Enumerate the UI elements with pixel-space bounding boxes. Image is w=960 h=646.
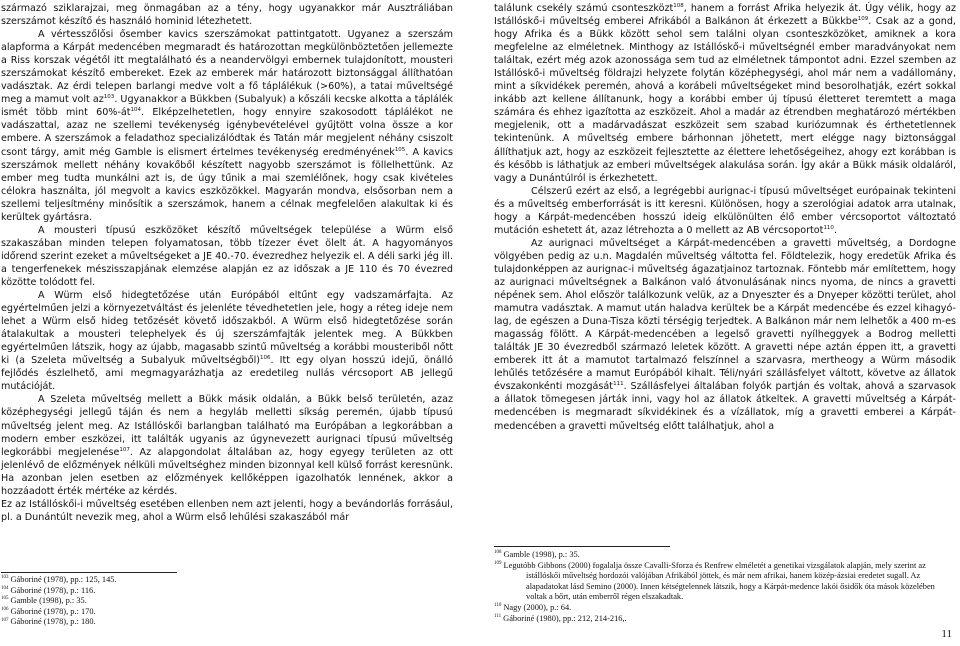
footnote-divider [1, 572, 177, 573]
footnote-ref: 108 [673, 2, 684, 9]
footnote-ref: 103 [103, 94, 115, 101]
footnote-ref: 106 [260, 355, 271, 362]
paragraph: származó sziklarajzai, meg önmagában az a tény, hogy ugyanakkor már Ausztráliában szerszámot készítő és használó hominid létezhetett. [1, 3, 453, 28]
footnote-ref: 111 [613, 381, 624, 388]
left-text-column [1, 2, 453, 524]
paragraph: A Würm első hidegtetőzése után Európából eltűnt egy vadszamárfajta. Az egyértelműen jelzi a környezetváltást és jelenléte tévedhetetlen jele, hogy a réteg ideje nem lehet a Würm első hideg tetőzését követő időszakból. A Würm első hidegtetőzése során átalakultak a mousteri telephelyek és új szerszámfajták jelentek meg. A Bükkben egyértelműen látszik, hogy az újabb, magasabb szintű műveltség a korábbi mousteriből nőtt ki (a Szeleta műveltség a Subalyuk műveltségből)$^{106}$. Itt egy olyan hosszú idejű, önálló fejlődés észlelhető, ami megmagyarázhatja az eredetileg nullás vércsoport AB jellegű mutációját. [1, 290, 453, 393]
paragraph: találunk csekély számú csonteszközt$^{108}$, hanem a forrást Afrika helyezik át. Úgy vélik, hogy az Istállóskő-i műveltség emberei Afrikából a Balkánon át érkezett a Bükkbe$^{109}$. Csak az a gond, hogy Afrika és a Bükk között sehol sem találni olyan csonteszközöket, amiknek a kora megfelelne az elméletnek. Minthogy az Istállóskő-i műveltségnél ember maradványokat nem találtak, ezért még azok azonossága sem tud az elméletnek támpontot adni. Ezzel szemben az Istállóskő-i műveltség földrajzi helyzete folytán középhegységi, ahol már nem a vadállomány, mint a síkvidékek peremén, ahová a korábeli műveltségeket mind besorolhatják, ezért sokkal inkább azt kellene állítanunk, hogy a korábbi ember új típusú életteret teremtett a maga számára és ehhez igazította az eszközeit. Ahol a madár az étrendben meghatározó mértékben megjelenik, ott a madárvadászat eszközeit sem szabad kuriózumnak és érthetetlennek tekintenünk. A műveltség embere bárhonnan jöhetett, mert elégge nagy biztonsággal állíthatjuk azt, hogy az eszközeit fejlesztette az élettere lehetőségeihez, ahogy ezt korábban is és később is láthatjuk az emberi műveltségek alakulása során. Így akár a Bükk másik oldaláról, vagy a Dunántúlról is érkezhetett. [494, 2, 957, 184]
right-footnotes [494, 550, 956, 624]
paragraph: Ez az Istállóskői-i műveltség esetében ellenben nem azt jelenti, hogy a bevándorlás forrásául, pl. a Dunántúlt nevezik meg, ahol a Würm első lehűlési szakaszából már [1, 498, 453, 523]
paragraph: A Szeleta műveltség mellett a Bükk másik oldalán, a Bükk belső területén, azaz középhegységi jellegű táján és nem a hegyláb melletti síkság peremén, újabb típusú műveltség jelent meg. Az Istállóskői barlangban található ma Európában a legkorábban a modern ember eszközei, itt találták ugyanis az úgynevezett aurignaci típusú műveltség legkorábbi megjelenése$^{107}$. Az alapgondolat általában az, hogy egyegy területen az ott jelenlévő de előzmények nélküli műveltséghez minden bizonnyal kell külső forrást keresnünk. Ha azonban jelen esetben az előzmények kellőképpen igazolhatók lennének, akkor a hozzáadott érték mértéke az kérdés. [1, 394, 453, 497]
footnote: $^{108}$ Gamble (1998), p.: 35. [494, 550, 580, 559]
paragraph: Célszerű ezért az első, a legrégebbi aurignac-i típusú műveltséget európainak tekinteni és a műveltség emberforrását is itt keresni. Különösen, hogy a szerológiai adatok arra utalnak, hogy a Kárpát-medencében hosszú ideig elkülönülten élő ember vércsoportot változtató mutáción eshetett át, azaz létrehozta a 0 mellett az AB vércsoportot$^{110}$. [494, 185, 956, 236]
footnote: $^{106}$ Gáboriné (1978), p.: 170. [1, 606, 96, 616]
footnote-ref: 105 [394, 146, 406, 153]
footnote-divider [494, 546, 670, 547]
footnote: $^{110}$ Nagy (2000), p.: 64. [494, 602, 572, 612]
footnote: $^{103}$ Gáboriné (1978), pp.: 125, 145. [1, 575, 117, 584]
footnote-ref: 104 [130, 107, 142, 114]
footnote: $^{105}$ Gamble (1998), p.: 35. [1, 596, 87, 606]
footnote-ref: 110 [823, 224, 834, 231]
footnote: $^{111}$ Gáboriné (1980), pp.: 212, 214-216,. [494, 613, 627, 623]
footnote-ref: 107 [119, 446, 130, 453]
footnote: $^{107}$ Gáboriné (1978), p.: 180. [1, 617, 96, 627]
footnote-ref: 109 [857, 15, 869, 22]
right-text-column [494, 2, 956, 433]
footnote: $^{104}$ Gáboriné (1978), p.: 116. [1, 585, 96, 595]
paragraph: Az aurignaci műveltséget a Kárpát-medencében a gravetti műveltség, a Dordogne völgyében pedig az u.n. Magdalén műveltség váltotta fel. Földtelezik, hogy eredetük Afrika és tulajdonképpen az aurignac-i műveltség ágazatjainoz tartoznak. Föntebb már említettem, hogy az aurignaci műveltségnek a Balkánon való átvonulásának nincs nyoma, de nincs a gravetti népének sem. Ahol először találkozunk velük, az a Dnyeszter és a Dnyeper közötti terület, ahol mamutra vadásztak. A mamut után haladva kerültek be a Kárpát medencébe és ezzel kihagyó-lag, de egészen a Duna-Tisza közti térségig terjedtek. A Balkánon már nem lelhetők a 400 m-es magasság fölött. A Kárpát-medencében a legelső gravetti nyílheggyek a Bodrog melletti találták JE 30 évezredből származó leletek között. A gravetti népe aztán éppen itt, a gravetti emberek itt át a mamutot tartalmazó felszínnel a szarvasra, mertheogy a Würm második lehűlés tetőzésére a mamut Európából kihalt. Téli/nyári szállásfelyet váltott, követve az állatok évszakonkénti mozgását$^{111}$. Szállásfelyei általában folyók partján és voltak, ahová a szarvasok a állatok tömegesen járták inni, vagy hol az állatok átkeltek. A gravetti műveltség a Kárpát-medencében is megmaradt síkvidékinek és a vízállatok, míg a gravetti emberei a Kárpát-medencében a gravetti műveltség előtt találhatjuk, ahol a [494, 237, 956, 432]
left-footnotes [1, 575, 441, 628]
paragraph: A vértesszőlősi ősember kavics szerszámokat pattintgatott. Ugyanez a szerszám alapforma a Kárpát medencében megmaradt és határozottan megkülönböztetően jellemezte a Riss korszak végétől itt megtalálható és a neandervölgyi embernek tulajdonított, mousteri szerszámokat készítő embereket. Ezek az emberek már határozott biztonsággal állíthatóan vadásztak. Az érdi telepen barlangi medve volt a fő táplálékuk (>60%), a tatai műveltségé meg a mamut volt $az^{103}$. Ugyanakkor a Bükkben (Subalyuk) a kőszáli kecske alkotta a táplálék ismét több mint $60\%-át^{104}$. Elképzelhetetlen, hogy ennyire szakosodott táplálékot ne vadászattal, azaz ne szellemi tevékenység igénybevételével gyűjtött volna össze a kor embere. A szerszámok a feladathoz specializálódtak és Tatán már megjelent néhány csiszolt csont tárgy, amit még Gamble is elismert értelmes tevékenység eredményének$^{105}$. A kavics szerszámok mellett néhány kovakőből készített nagyobb szerszámot is föllelhettünk. Az ember meg tudta munkálni azt is, de úgy tűnik a mai szemlélőnek, hogy csak kivételes célokra használta, jól megvolt a kavics eszközökkel. Magyarán mondva, elsősorban nem a szellemi teljesítmény minősítik a szerszámok, hanem a célnak megfelelően alakultak ki és kerültek gyártásra. [1, 29, 453, 223]
footnote: $^{109}$ Legutóbb Gibbons (2000) fogalalja össze Cavalli-Sforza és Renfrew elméletét a genetikai vizsgálatok alapján, mely szerint az istállóskői műveltség hordozói valójában Afrikából jöttek, és már nem afrikai, hanem közép-ázsiai eredetet sugall. Az alapadatokat lásd Semino (2000). Innen kétségtelennek látszik, hogy a Kárpát-medence lakói ősidők óta mások közelében voltak a bőrt, után emberről régen elszakadtak. [494, 560, 935, 602]
paragraph: A mousteri típusú eszközöket készítő műveltségek települése a Würm első szakaszában minden telepen folyamatosan, több tízezer évet ölelt át. A hagyományos időrend szerint ezeket a műveltségeket a JE 40.-70. évezredhez helyezik el. A déli sarki jég ill. a tengerfenekek mészisszapjának elemzése alapján ez az időszak a JE 110 és 70 évezred közötte tolódott fel. [1, 224, 453, 288]
page-number: 11 [941, 628, 952, 640]
